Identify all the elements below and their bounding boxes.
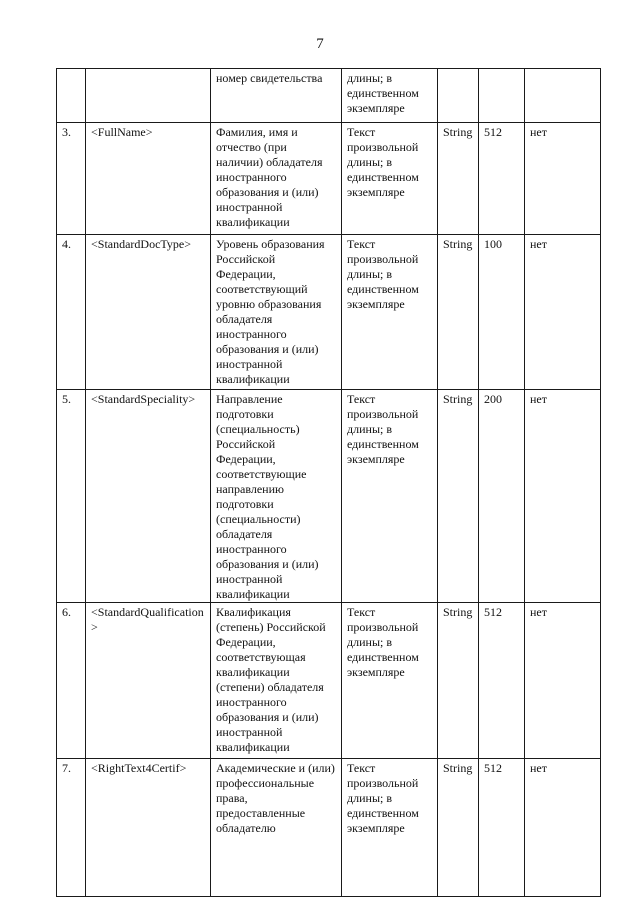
element-name: <RightText4Certif> <box>86 759 211 897</box>
element-format-line: длины; в <box>347 422 392 436</box>
table-row <box>57 69 601 123</box>
max-size: 512 <box>479 759 525 897</box>
data-type: String <box>438 759 479 897</box>
table-row <box>57 390 601 603</box>
element-description-line: отчество (при <box>216 140 287 154</box>
element-description-line: Академические и (или) <box>216 761 335 775</box>
element-name: <StandardSpeciality> <box>86 390 211 603</box>
element-description-line: соответствующая <box>216 650 306 664</box>
element-description-line: предоставленные <box>216 806 306 820</box>
table-row <box>57 235 601 390</box>
element-format-line: Текст <box>347 237 376 251</box>
required-flag: нет <box>525 123 601 235</box>
data-type: String <box>438 603 479 759</box>
element-name <box>86 69 211 123</box>
element-format <box>342 759 438 897</box>
element-description-line: Российской <box>216 252 276 266</box>
row-number <box>57 69 86 123</box>
spec-table <box>56 68 601 897</box>
element-format-line: длины; в <box>347 791 392 805</box>
row-number: 7. <box>57 759 86 897</box>
data-type: String <box>438 123 479 235</box>
element-format-line: единственном <box>347 437 419 451</box>
element-description-line: иностранной <box>216 357 283 371</box>
element-description-line: соответствующий <box>216 282 308 296</box>
max-size: 512 <box>479 603 525 759</box>
max-size <box>479 69 525 123</box>
element-description-line: Федерации, <box>216 635 276 649</box>
element-format-line: экземпляре <box>347 101 405 115</box>
element-description-line: квалификации <box>216 740 290 754</box>
element-format <box>342 69 438 123</box>
element-description-line: права, <box>216 791 248 805</box>
element-description-line: иностранного <box>216 170 287 184</box>
element-description-line: квалификации <box>216 215 290 229</box>
element-format-line: экземпляре <box>347 185 405 199</box>
element-description <box>211 235 342 390</box>
element-format-line: Текст <box>347 605 376 619</box>
element-description-line: Квалификация <box>216 605 291 619</box>
element-format-line: экземпляре <box>347 297 405 311</box>
data-type: String <box>438 390 479 603</box>
element-format-line: единственном <box>347 650 419 664</box>
element-description-line: номер свидетельства <box>216 71 323 85</box>
element-format-line: произвольной <box>347 252 419 266</box>
element-description-line: образования и (или) <box>216 557 319 571</box>
element-description <box>211 390 342 603</box>
required-flag: нет <box>525 759 601 897</box>
row-number: 3. <box>57 123 86 235</box>
row-number: 4. <box>57 235 86 390</box>
element-description-line: Федерации, <box>216 267 276 281</box>
table-row <box>57 603 601 759</box>
element-format-line: Текст <box>347 392 376 406</box>
element-description-line: образования и (или) <box>216 342 319 356</box>
element-description-line: квалификации <box>216 665 290 679</box>
element-format-line: единственном <box>347 170 419 184</box>
element-description-line: обладателя <box>216 312 273 326</box>
element-format-line: произвольной <box>347 407 419 421</box>
element-description-line: (специальность) <box>216 422 300 436</box>
element-name: <StandardQualification> <box>86 603 211 759</box>
element-description-line: иностранной <box>216 200 283 214</box>
element-format-line: произвольной <box>347 776 419 790</box>
max-size: 200 <box>479 390 525 603</box>
element-description-line: иностранного <box>216 542 287 556</box>
element-description-line: образования и (или) <box>216 710 319 724</box>
element-description <box>211 603 342 759</box>
element-description-line: Фамилия, имя и <box>216 125 298 139</box>
max-size: 100 <box>479 235 525 390</box>
element-description-line: иностранного <box>216 327 287 341</box>
element-format-line: длины; в <box>347 155 392 169</box>
element-description-line: подготовки <box>216 407 274 421</box>
element-description-line: обладателя <box>216 527 273 541</box>
element-description-line: Российской <box>216 437 276 451</box>
element-description-line: образования и (или) <box>216 185 319 199</box>
element-description-line: наличии) обладателя <box>216 155 323 169</box>
element-description <box>211 759 342 897</box>
element-format-line: длины; в <box>347 635 392 649</box>
element-description-line: (степень) Российской <box>216 620 326 634</box>
element-description-line: Направление <box>216 392 283 406</box>
element-format-line: произвольной <box>347 140 419 154</box>
required-flag: нет <box>525 603 601 759</box>
element-description-line: Уровень образования <box>216 237 325 251</box>
element-format <box>342 123 438 235</box>
page-number: 7 <box>316 36 324 52</box>
element-format-line: экземпляре <box>347 665 405 679</box>
element-format <box>342 603 438 759</box>
element-description-line: профессиональные <box>216 776 315 790</box>
element-description-line: соответствующие <box>216 467 307 481</box>
required-flag: нет <box>525 390 601 603</box>
element-description-line: (специальности) <box>216 512 301 526</box>
element-description-line: иностранной <box>216 725 283 739</box>
element-description-line: уровню образования <box>216 297 322 311</box>
element-format-line: длины; в <box>347 267 392 281</box>
element-format-line: длины; в <box>347 71 392 85</box>
row-number: 6. <box>57 603 86 759</box>
row-number: 5. <box>57 390 86 603</box>
element-description-line: квалификации <box>216 587 290 601</box>
element-description-line: Федерации, <box>216 452 276 466</box>
element-name: <StandardDocType> <box>86 235 211 390</box>
table-row <box>57 759 601 897</box>
element-format-line: Текст <box>347 125 376 139</box>
table-row <box>57 123 601 235</box>
element-format <box>342 235 438 390</box>
element-description-line: иностранной <box>216 572 283 586</box>
element-description-line: подготовки <box>216 497 274 511</box>
element-format-line: произвольной <box>347 620 419 634</box>
element-format-line: экземпляре <box>347 821 405 835</box>
element-description-line: квалификации <box>216 372 290 386</box>
element-format <box>342 390 438 603</box>
element-description-line: иностранного <box>216 695 287 709</box>
element-format-line: единственном <box>347 806 419 820</box>
max-size: 512 <box>479 123 525 235</box>
data-type <box>438 69 479 123</box>
element-description-line: обладателю <box>216 821 276 835</box>
element-format-line: экземпляре <box>347 452 405 466</box>
element-description-line: направлению <box>216 482 284 496</box>
element-format-line: Текст <box>347 761 376 775</box>
required-flag <box>525 69 601 123</box>
element-format-line: единственном <box>347 86 419 100</box>
element-name: <FullName> <box>86 123 211 235</box>
element-format-line: единственном <box>347 282 419 296</box>
element-description <box>211 69 342 123</box>
required-flag: нет <box>525 235 601 390</box>
element-description-line: (степени) обладателя <box>216 680 324 694</box>
element-description <box>211 123 342 235</box>
data-type: String <box>438 235 479 390</box>
